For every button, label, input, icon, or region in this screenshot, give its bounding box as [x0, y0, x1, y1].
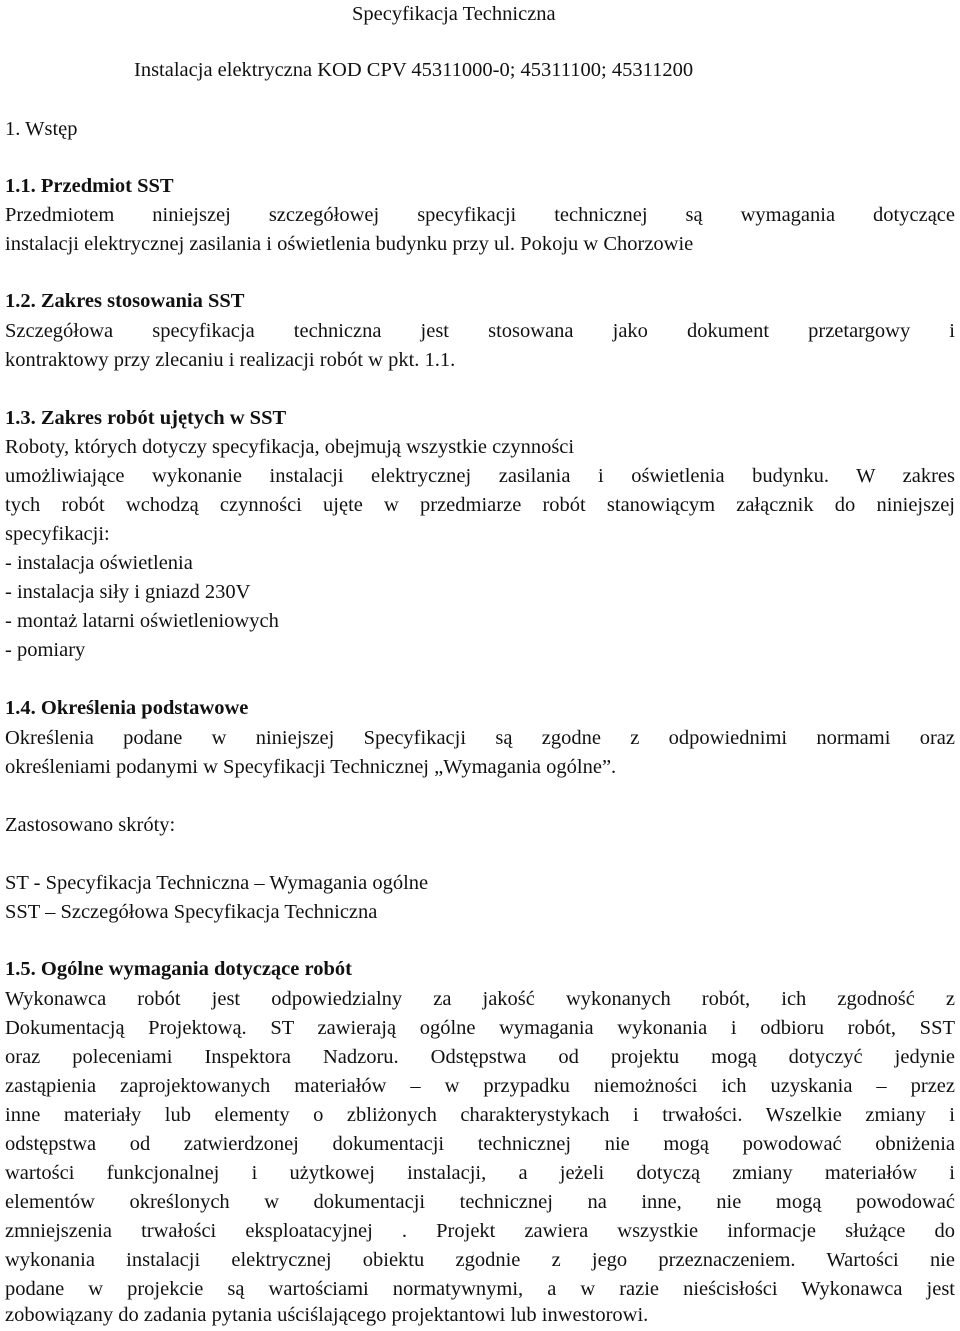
paragraph-line: Przedmiotem niniejszej szczegółowej specyfikacji technicznej są wymagania dotyczące: [5, 204, 955, 226]
document-title: Specyfikacja Techniczna: [352, 3, 556, 25]
paragraph-line: odstępstwa od zatwierdzonej dokumentacji technicznej nie mogą powodować obniżenia: [5, 1133, 955, 1155]
paragraph-line: Roboty, których dotyczy specyfikacja, obejmują wszystkie czynności: [5, 436, 575, 458]
document-subtitle: Instalacja elektryczna KOD CPV 45311000-0; 45311100; 45311200: [134, 59, 694, 81]
paragraph-line: Dokumentacją Projektową. ST zawierają ogólne wymagania wykonania i odbioru robót, SST: [5, 1017, 955, 1039]
paragraph-line: elementów określonych w dokumentacji technicznej na inne, nie mogą powodować: [5, 1191, 955, 1213]
list-item: - pomiary: [5, 639, 86, 661]
paragraph-line: instalacji elektrycznej zasilania i oświetlenia budynku przy ul. Pokoju w Chorzowie: [5, 233, 694, 255]
paragraph-line: inne materiały lub elementy o zbliżonych charakterystykach i trwałości. Wszelkie zmiany i: [5, 1104, 955, 1126]
section-heading-1-3: 1.3. Zakres robót ujętych w SST: [5, 407, 287, 429]
paragraph-line: Określenia podane w niniejszej Specyfikacji są zgodne z odpowiednimi normami oraz: [5, 727, 955, 749]
abbreviations-intro: Zastosowano skróty:: [5, 814, 176, 836]
paragraph-line: wartości funkcjonalnej i użytkowej instalacji, a jeżeli dotyczą zmiany materiałów i: [5, 1162, 955, 1184]
section-heading-1-1: 1.1. Przedmiot SST: [5, 175, 174, 197]
section-heading-1: 1. Wstęp: [5, 118, 78, 140]
abbreviation-item: ST - Specyfikacja Techniczna – Wymagania ogólne: [5, 872, 429, 894]
paragraph-line: zmniejszenia trwałości eksploatacyjnej . Projekt zawiera wszystkie informacje służące do: [5, 1220, 955, 1242]
list-item: - instalacja oświetlenia: [5, 552, 193, 574]
paragraph-line: specyfikacji:: [5, 523, 110, 545]
paragraph-line: tych robót wchodzą czynności ujęte w przedmiarze robót stanowiącym załącznik do niniejszej: [5, 494, 955, 516]
paragraph-line: Wykonawca robót jest odpowiedzialny za jakość wykonanych robót, ich zgodność z: [5, 988, 955, 1010]
paragraph-line: oraz poleceniami Inspektora Nadzoru. Odstępstwa od projektu mogą dotyczyć jedynie: [5, 1046, 955, 1068]
paragraph-line: kontraktowy przy zlecaniu i realizacji robót w pkt. 1.1.: [5, 349, 456, 371]
list-item: - montaż latarni oświetleniowych: [5, 610, 279, 632]
section-heading-1-4: 1.4. Określenia podstawowe: [5, 697, 249, 719]
paragraph-line: wykonania instalacji elektrycznej obiektu zgodnie z jego przeznaczeniem. Wartości nie: [5, 1249, 955, 1271]
paragraph-line: określeniami podanymi w Specyfikacji Technicznej „Wymagania ogólne”.: [5, 756, 617, 778]
section-heading-1-2: 1.2. Zakres stosowania SST: [5, 290, 245, 312]
abbreviation-item: SST – Szczegółowa Specyfikacja Techniczna: [5, 901, 378, 923]
paragraph-line: zastąpienia zaprojektowanych materiałów – w przypadku niemożności ich uzyskania – przez: [5, 1075, 955, 1097]
paragraph-line: umożliwiające wykonanie instalacji elektrycznej zasilania i oświetlenia budynku. W zakres: [5, 465, 955, 487]
paragraph-line: zobowiązany do zadania pytania uściślającego projektantowi lub inwestorowi.: [5, 1304, 649, 1326]
list-item: - instalacja siły i gniazd 230V: [5, 581, 251, 603]
paragraph-line: podane w projekcie są wartościami normatywnymi, a w razie nieścisłości Wykonawca jest: [5, 1278, 955, 1300]
section-heading-1-5: 1.5. Ogólne wymagania dotyczące robót: [5, 958, 352, 980]
paragraph-line: Szczegółowa specyfikacja techniczna jest stosowana jako dokument przetargowy i: [5, 320, 955, 342]
